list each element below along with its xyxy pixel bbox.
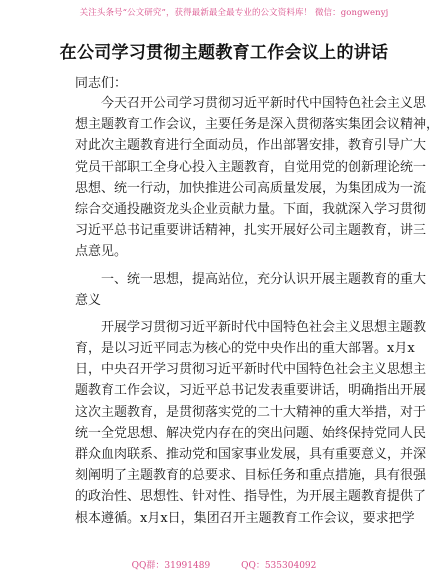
paragraph-line: 思想、统一行动，加快推进公司高质量发展，为集团成为一流 <box>75 180 427 196</box>
footer-qq: QQ：535304092 <box>241 561 317 571</box>
footer-contact <box>0 558 448 571</box>
paragraph-line: 这次主题教育，是贯彻落实党的二十大精神的重大举措，对于 <box>75 404 427 420</box>
paragraph-line: 综合交通投融资龙头企业贡献力量。下面，我就深入学习贯彻 <box>75 201 427 217</box>
paragraph-line: 根本遵循。x月x日，集团召开主题教育工作会议，要求把学 <box>75 510 415 526</box>
paragraph-line: 点意见。 <box>75 244 128 260</box>
paragraph-line: 习近平总书记重要讲话精神，扎实开展好公司主题教育，讲三 <box>75 223 427 239</box>
paragraph-line: 统一全党思想、解决党内存在的突出问题、始终保持党同人民 <box>75 425 427 441</box>
paragraph-line: 今天召开公司学习贯彻习近平新时代中国特色社会主义思 <box>101 96 427 111</box>
document-title: 在公司学习贯彻主题教育工作会议上的讲话 <box>59 43 389 63</box>
paragraph-line: 想主题教育工作会议，主要任务是深入贯彻落实集团会议精神， <box>75 117 440 133</box>
paragraph-line: 对此次主题教育进行全面动员，作出部署安排，教育引导广大 <box>75 138 427 154</box>
paragraph-line: 群众血肉联系、推动党和国家事业发展，具有重要意义，并深 <box>75 447 427 462</box>
document-body <box>75 93 440 529</box>
footer-qq-group: QQ群：31991489 <box>131 561 211 571</box>
section-heading-line: 一、统一思想，提高站位，充分认识开展主题教育的重大 <box>101 271 427 287</box>
paragraph-line: 刻阐明了主题教育的总要求、目标任务和重点措施，具有很强 <box>75 468 427 484</box>
paragraph-line: 题教育工作会议，习近平总书记发表重要讲话，明确指出开展 <box>75 383 427 399</box>
paragraph-line: 党员干部职工全身心投入主题教育，自觉用党的创新理论统一 <box>75 159 427 175</box>
paragraph-line: 开展学习贯彻习近平新时代中国特色社会主义思想主题教 <box>101 319 427 335</box>
paragraph-line: 育，是以习近平同志为核心的党中央作出的重大部署。x月x <box>75 341 415 357</box>
paragraph-line: 日，中央召开学习贯彻习近平新时代中国特色社会主义思想主 <box>75 362 427 378</box>
paragraph-line: 的政治性、思想性、针对性、指导性，为开展主题教育提供了 <box>75 489 427 505</box>
salutation: 同志们： <box>75 76 128 91</box>
section-heading-line: 意义 <box>75 292 102 308</box>
header-banner: 关注头条号“公文研究”，获得最新最全最专业的公文资料库！ 微信：gongwenyj <box>79 8 389 18</box>
